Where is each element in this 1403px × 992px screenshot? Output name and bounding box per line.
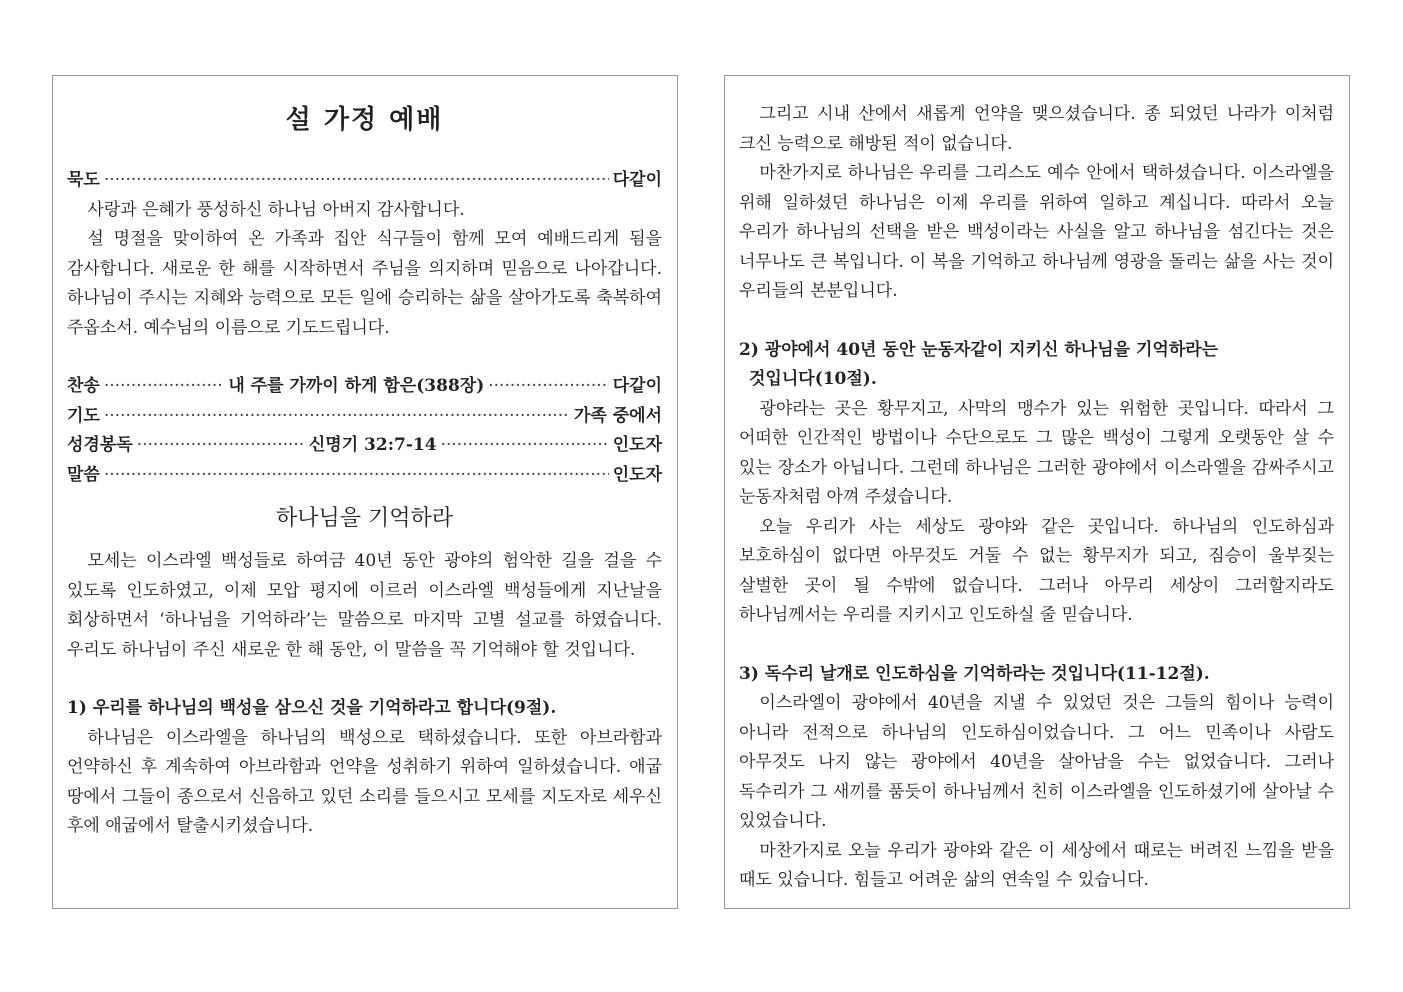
right-page	[724, 75, 1350, 909]
order-leader: 다같이	[612, 376, 662, 396]
point-heading: 1) 우리를 하나님의 백성을 삼으신 것을 기억하라고 합니다(9절).	[67, 698, 557, 718]
order-leader: 다같이	[612, 170, 662, 190]
leader-dots	[104, 372, 224, 402]
point-paragraph: 광야라는 곳은 황무지고, 사막의 맹수가 있는 위험한 곳입니다. 따라서 그 어떠한 인간적인 방법이나 수단으로도 그 많은 백성이 그렇게 오랫동안 살 수 있는 장소가 아닙니다. 그런데 하나님은 그러한 광야에서 이스라엘을 감싸주시고 눈동자처럼 아껴 주셨습니다.	[739, 398, 1334, 507]
leader-dots	[441, 431, 609, 461]
order-label: 기도	[67, 405, 100, 426]
leader-dots	[104, 461, 609, 491]
order-label: 묵도	[67, 170, 100, 190]
left-page	[52, 75, 678, 909]
sermon-title: 하나님을 기억하라	[275, 506, 453, 531]
order-leader: 인도자	[612, 435, 662, 455]
leader-dots	[137, 431, 305, 461]
worship-order-silent-prayer	[67, 166, 662, 196]
scripture-reference: 신명기 32:7-14	[308, 435, 437, 455]
worship-order-prayer	[67, 402, 662, 432]
leader-dots	[104, 402, 570, 432]
worship-order-scripture	[67, 431, 662, 461]
leader-dots	[104, 166, 609, 196]
hymn-title: 내 주를 가까이 하게 함은(388장)	[228, 376, 485, 396]
worship-order-hymn	[67, 372, 662, 402]
point-heading: 2) 광야에서 40년 동안 눈동자같이 지키신 하나님을 기억하라는	[739, 339, 1219, 360]
order-label: 찬송	[67, 376, 100, 396]
leader-dots	[488, 372, 608, 402]
body-paragraph: 마찬가지로 하나님은 우리를 그리스도 예수 안에서 택하셨습니다. 이스라엘을 위해 일하셨던 하나님은 이제 우리를 위하여 일하고 계십니다. 따라서 오늘 우리가 하나님의 선택을 받은 백성이라는 사실을 알고 하나님을 섬긴다는 것은 너무나도 큰 복입니다. 이 복을 기억하고 하나님께 영광을 돌리는 삶을 사는 것이 우리들의 본분입니다.	[739, 163, 1334, 301]
order-leader: 인도자	[612, 464, 662, 485]
sermon-intro: 모세는 이스라엘 백성들로 하여금 40년 동안 광야의 험악한 길을 걸을 수 있도록 인도하였고, 이제 모압 평지에 이르러 이스라엘 백성들에게 지난날을 회상하면서 ‘하나님을 기억하라’는 말씀으로 마지막 고별 설교를 하였습니다. 우리도 하나님이 주신 새로운 한 해 동안, 이 말씀을 꼭 기억해야 할 것입니다.	[67, 551, 662, 660]
prayer-paragraph: 설 명절을 맞이하여 온 가족과 집안 식구들이 함께 모여 예배드리게 됨을 감사합니다. 새로운 한 해를 시작하면서 주님을 의지하며 믿음으로 나아갑니다. 하나님이 주시는 지혜와 능력으로 모든 일에 승리하는 삶을 살아가도록 축복하여 주옵소서. 예수님의 이름으로 기도드립니다.	[67, 229, 662, 338]
point-paragraph: 이스라엘이 광야에서 40년을 지낼 수 있었던 것은 그들의 힘이나 능력이 아니라 전적으로 하나님의 인도하심이었습니다. 그 어느 민족이나 사람도 아무것도 나지 않는 광야에서 40년을 살아남을 수는 없었습니다. 그러나 독수리가 그 새끼를 품듯이 하나님께서 친히 이스라엘을 인도하셨기에 살아날 수 있었습니다.	[739, 693, 1334, 831]
point-heading: 3) 독수리 날개로 인도하심을 기억하라는 것입니다(11-12절).	[739, 663, 1210, 684]
worship-order-sermon	[67, 461, 662, 491]
order-label: 말씀	[67, 464, 100, 485]
point-heading-continued: 것입니다(10절).	[749, 369, 877, 389]
order-label: 성경봉독	[67, 435, 133, 455]
prayer-paragraph: 사랑과 은혜가 풍성하신 하나님 아버지 감사합니다.	[87, 199, 465, 220]
point-paragraph: 마찬가지로 오늘 우리가 광야와 같은 이 세상에서 때로는 버려진 느낌을 받을 때도 있습니다. 힘들고 어려운 삶의 연속일 수 있습니다.	[739, 840, 1334, 890]
order-leader: 가족 중에서	[573, 405, 662, 426]
point-paragraph: 오늘 우리가 사는 세상도 광야와 같은 곳입니다. 하나님의 인도하심과 보호하심이 없다면 아무것도 거둘 수 없는 황무지가 되고, 짐승이 울부짖는 살벌한 곳이 될 수밖에 없습니다. 그러나 아무리 세상이 그러할지라도 하나님께서는 우리를 지키시고 인도하실 줄 믿습니다.	[739, 516, 1334, 625]
point-paragraph: 하나님은 이스라엘을 하나님의 백성으로 택하셨습니다. 또한 아브라함과 언약하신 후 계속하여 아브라함과 언약을 성취하기 위하여 일하셨습니다. 애굽 땅에서 그들이 종으로서 신음하고 있던 소리를 들으시고 모세를 지도자로 세우신 후에 애굽에서 탈출시키셨습니다.	[67, 727, 662, 836]
page-title: 설 가정 예배	[285, 105, 444, 135]
body-paragraph: 그리고 시내 산에서 새롭게 언약을 맺으셨습니다. 종 되었던 나라가 이처럼 크신 능력으로 해방된 적이 없습니다.	[739, 104, 1334, 154]
